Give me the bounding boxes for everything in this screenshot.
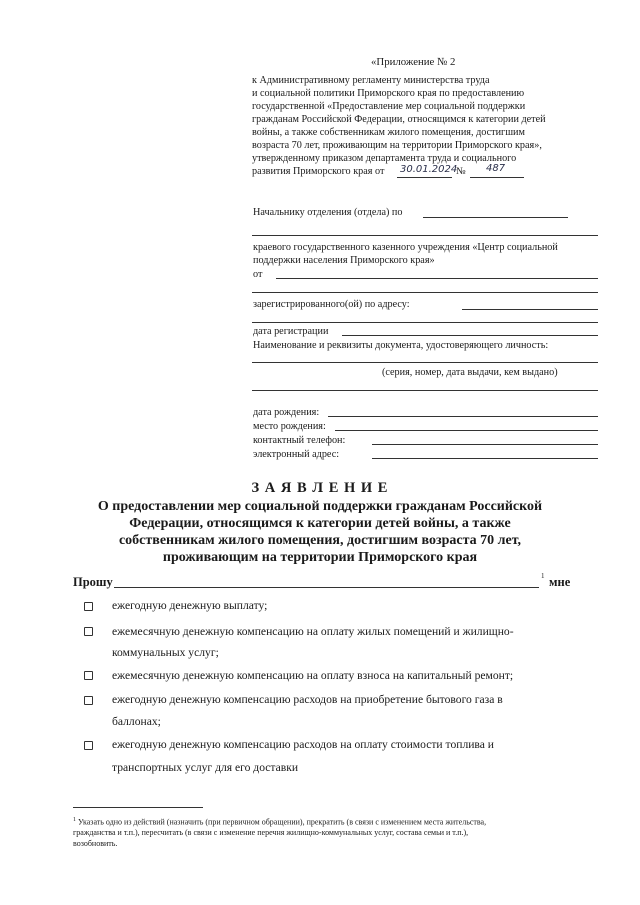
footnote-line2: гражданства и т.п.), пересчитать (в связи с изменение перечня жилищно-коммунальных услуг, состава семьи и т.п.), [73, 828, 469, 838]
registered-address-label: зарегистрированного(ой) по адресу: [253, 299, 410, 310]
registration-date-field[interactable] [342, 335, 598, 336]
footnote [73, 815, 603, 849]
applicant-name-field-line2[interactable] [252, 292, 598, 293]
footnote-mark: 1 [73, 817, 76, 823]
option-fuel-compensation-label-line2: транспортных услуг для его доставки [112, 761, 299, 774]
phone-label: контактный телефон: [253, 435, 346, 446]
identity-doc-label: Наименование и реквизиты документа, удостоверяющего личность: [253, 340, 549, 351]
appendix-line: войны, а также собственникам жилого помещения, достигшим [252, 127, 525, 138]
footnote-line3: возобновить. [73, 838, 118, 848]
option-annual-payment-checkbox[interactable] [84, 602, 93, 611]
appendix-last-line-prefix: развития Приморского края от [252, 166, 385, 177]
birth-place-field[interactable] [335, 430, 598, 431]
document-subtitle [40, 498, 600, 566]
institution-line2: поддержки населения Приморского края» [253, 255, 435, 266]
phone-field[interactable] [372, 444, 598, 445]
footnote-line1 [73, 815, 603, 828]
request-footnote-mark: 1 [541, 572, 545, 580]
handwritten-number: 487 [486, 163, 506, 174]
identity-doc-field-line1[interactable] [252, 362, 598, 363]
option-gas-compensation-label-line1: ежегодную денежную компенсацию расходов на приобретение бытового газа в [112, 693, 503, 706]
appendix-line: государственной «Предоставление мер социальной поддержки [252, 101, 526, 112]
request-action-field[interactable] [114, 587, 539, 588]
birth-place-label: место рождения: [253, 421, 326, 432]
number-sign: № [456, 166, 466, 177]
subtitle-line: Федерации, относящимся к категории детей войны, а также [129, 516, 511, 531]
email-label: электронный адрес: [253, 449, 340, 460]
appendix-line: возраста 70 лет, проживающим на территории Приморского края», [252, 140, 542, 151]
registered-address-field[interactable] [462, 309, 598, 310]
request-suffix: мне [549, 575, 571, 589]
from-label: от [253, 269, 263, 280]
birth-date-field[interactable] [328, 416, 598, 417]
registered-address-field-line2[interactable] [252, 322, 598, 323]
appendix-line: и социальной политики Приморского края по предоставлению [252, 88, 525, 99]
applicant-name-field[interactable] [276, 278, 598, 279]
identity-doc-field-line2[interactable] [252, 390, 598, 391]
footnote-separator [73, 807, 203, 808]
option-gas-compensation-checkbox[interactable] [84, 696, 93, 705]
request-prefix: Прошу [73, 575, 113, 589]
institution-line1: краевого государственного казенного учреждения «Центр социальной [253, 242, 558, 253]
option-fuel-compensation-label-line1: ежегодную денежную компенсацию расходов на оплату стоимости топлива и [112, 738, 495, 751]
department-field-line2[interactable] [252, 235, 598, 236]
date-underline [397, 177, 452, 178]
head-of-department-field[interactable] [423, 217, 568, 218]
appendix-last-line [252, 165, 598, 178]
number-underline [470, 177, 524, 178]
option-capital-repair-checkbox[interactable] [84, 671, 93, 680]
appendix-line: утвержденному приказом департамента труда и социального [252, 153, 517, 164]
option-housing-compensation-label-line1: ежемесячную денежную компенсацию на оплату жилых помещений и жилищно- [112, 625, 514, 638]
handwritten-date: 30.01.2024 [400, 164, 458, 175]
option-gas-compensation-label-line2: баллонах; [112, 715, 161, 728]
appendix-text [252, 74, 598, 178]
subtitle-line: О предоставлении мер социальной поддержки гражданам Российской [97, 499, 543, 514]
email-field[interactable] [372, 458, 598, 459]
subtitle-line: проживающим на территории Приморского края [162, 550, 478, 565]
head-of-department-label: Начальнику отделения (отдела) по [253, 207, 403, 218]
request-line [73, 572, 603, 591]
appendix-title: «Приложение № 2 [371, 56, 456, 68]
option-housing-compensation-checkbox[interactable] [84, 627, 93, 636]
registration-date-label: дата регистрации [253, 326, 329, 337]
document-title: З А Я В Л Е Н И Е [251, 480, 389, 496]
appendix-line: к Административному регламенту министерства труда [252, 75, 490, 86]
option-capital-repair-label: ежемесячную денежную компенсацию на оплату взноса на капитальный ремонт; [112, 669, 514, 682]
birth-date-label: дата рождения: [253, 407, 320, 418]
appendix-line: гражданам Российской Федерации, относящимся к категории детей [252, 114, 546, 125]
footnote-text-line1: Указать одно из действий (назначить (при первичном обращении), прекратить (в связи с изменением места жительства, [78, 817, 487, 827]
subtitle-line: собственникам жилого помещения, достигшим возраста 70 лет, [118, 533, 522, 548]
identity-doc-hint: (серия, номер, дата выдачи, кем выдано) [382, 367, 558, 378]
option-housing-compensation-label-line2: коммунальных услуг; [112, 646, 219, 659]
option-annual-payment-label: ежегодную денежную выплату; [112, 599, 268, 612]
option-fuel-compensation-checkbox[interactable] [84, 741, 93, 750]
